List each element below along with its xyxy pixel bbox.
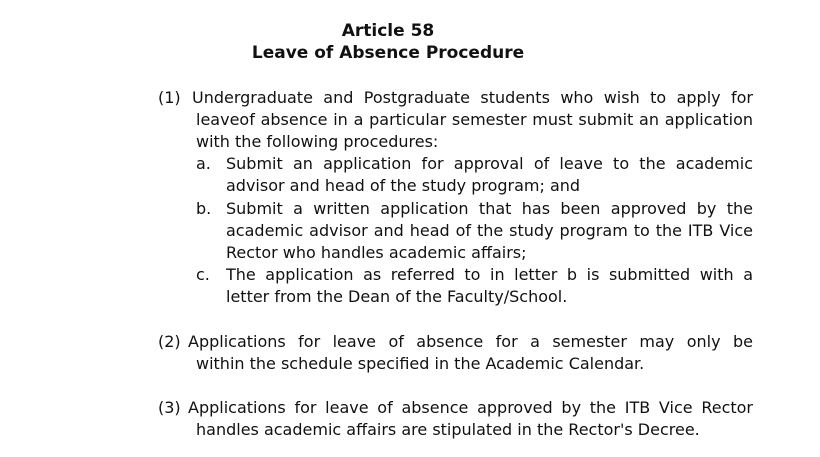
paragraph-marker: (1) (158, 88, 181, 107)
list-item-line: advisor and head of the study program; and (226, 176, 581, 195)
article-number: Article 58 (341, 21, 435, 41)
paragraph-line: within the schedule specified in the Academic Calendar. (196, 354, 645, 373)
list-item-letter: a. (196, 154, 211, 173)
paragraph-marker: (3) (158, 398, 181, 417)
paragraph-line: handles academic affairs are stipulated in the Rector's Decree. (196, 420, 700, 439)
paragraph-line: Undergraduate and Postgraduate students who wish to apply for (192, 88, 753, 107)
list-item-line: Submit a written application that has been approved by the (226, 199, 753, 218)
list-item-letter: c. (196, 265, 210, 284)
list-item-line: letter from the Dean of the Faculty/School. (226, 287, 568, 306)
paragraph-line: leaveof absence in a particular semester must submit an application (196, 110, 753, 129)
list-item-line: Rector who handles academic affairs; (226, 243, 527, 262)
list-item-letter: b. (196, 199, 212, 218)
paragraph-line: Applications for leave of absence approved by the ITB Vice Rector (188, 398, 753, 417)
list-item-line: The application as referred to in letter b is submitted with a (226, 265, 753, 284)
paragraph-line: with the following procedures: (196, 132, 439, 151)
list-item-line: Submit an application for approval of leave to the academic (226, 154, 753, 173)
article-title: Leave of Absence Procedure (251, 43, 525, 63)
paragraph-marker: (2) (158, 332, 181, 351)
list-item-line: academic advisor and head of the study program to the ITB Vice (226, 221, 753, 240)
paragraph-line: Applications for leave of absence for a semester may only be (188, 332, 753, 351)
